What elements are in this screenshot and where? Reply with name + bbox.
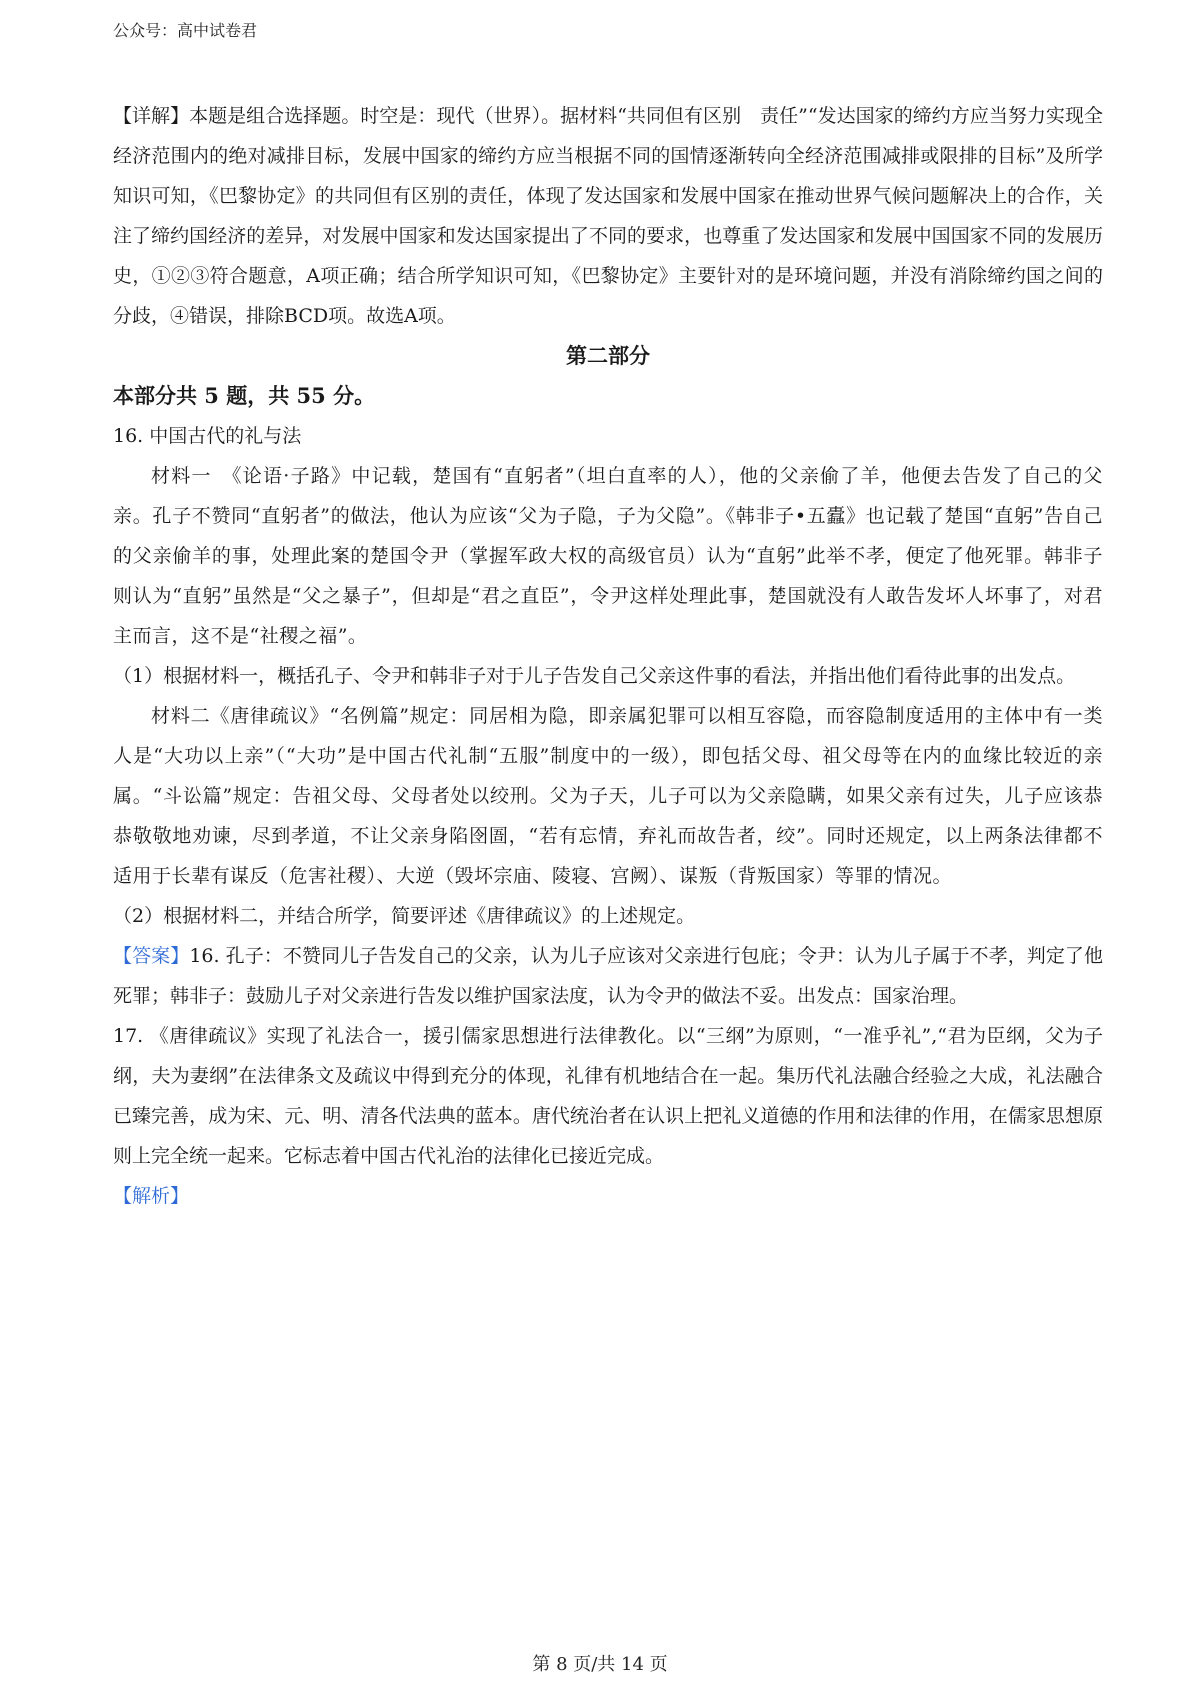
analysis-tag: 【解析】 — [113, 1185, 190, 1207]
question-16-title: 16. 中国古代的礼与法 — [113, 425, 302, 447]
question-16-2: （2）根据材料二，并结合所学，简要评述《唐律疏议》的上述规定。 — [113, 905, 696, 927]
detail-text: 本题是组合选择题。时空是：现代（世界）。据材料“共同但有区别 责任”“发达国家的缔约方应当努力实现全经济范围内的绝对减排目标，发展中国家的缔约方应当根据不同的国情逐渐转向全经济范围减排或限排的目标”及所学知识可知，《巴黎协定》的共同但有区别的责任，体现了发达国家和发展中国家在推动世界气候问题解决上的合作，关注了缔约国经济的差异，对发展中国家和发达国家提出了不同的要求，也尊重了发达国家和发展中国国家不同的发展历史，①②③符合题意，A项正确；结合所学知识可知，《巴黎协定》主要针对的是环境问题，并没有消除缔约国之间的分歧，④错误，排除BCD项。故选A项。 — [113, 105, 1103, 327]
answer-tag: 【答案】 — [113, 945, 190, 967]
analysis-line — [113, 1176, 1103, 1216]
section-title: 第二部分 — [566, 343, 650, 368]
detail-tag: 【详解】 — [113, 105, 190, 127]
page-header: 公众号：高中试卷君 — [113, 21, 258, 40]
answer-17: 17. 《唐律疏议》实现了礼法合一，援引儒家思想进行法律教化。以“三纲”为原则，“一准乎礼”,“君为臣纲，父为子纲，夫为妻纲”在法律条文及疏议中得到充分的体现，礼律有机地结合在一起。集历代礼法融合经验之大成，礼法融合已臻完善，成为宋、元、明、清各代法典的蓝本。唐代统治者在认识上把礼义道德的作用和法律的作用，在儒家思想原则上完全统一起来。它标志着中国古代礼治的法律化已接近完成。 — [113, 1025, 1103, 1167]
section-intro: 本部分共 5 题，共 55 分。 — [113, 383, 376, 408]
question-16-1: （1）根据材料一，概括孔子、令尹和韩非子对于儿子告发自己父亲这件事的看法，并指出他们看待此事的出发点。 — [113, 665, 1076, 687]
answer-16 — [113, 936, 1103, 1016]
detail-paragraph — [113, 96, 1103, 336]
material-one: 材料一 《论语·子路》中记载，楚国有“直躬者”（坦白直率的人），他的父亲偷了羊，他便去告发了自己的父亲。孔子不赞同“直躬者”的做法，他认为应该“父为子隐，子为父隐”。《韩非子•五蠹》也记载了楚国“直躬”告自己的父亲偷羊的事，处理此案的楚国令尹（掌握军政大权的高级官员）认为“直躬”此举不孝，便定了他死罪。韩非子则认为“直躬”虽然是“父之暴子”，但却是“君之直臣”，令尹这样处理此事，楚国就没有人敢告发坏人坏事了，对君主而言，这不是“社稷之福”。 — [113, 465, 1103, 647]
page-footer: 第 8 页/共 14 页 — [532, 1654, 668, 1675]
page-content — [113, 96, 1103, 1216]
material-two: 材料二《唐律疏议》“名例篇”规定：同居相为隐，即亲属犯罪可以相互容隐，而容隐制度适用的主体中有一类人是“大功以上亲”（“大功”是中国古代礼制“五服”制度中的一级），即包括父母、祖父母等在内的血缘比较近的亲属。“斗讼篇”规定：告祖父母、父母者处以绞刑。父为子天，儿子可以为父亲隐瞒，如果父亲有过失，儿子应该恭恭敬敬地劝谏，尽到孝道，不让父亲身陷囹圄，“若有忘情，弃礼而故告者，绞”。同时还规定，以上两条法律都不适用于长辈有谋反（危害社稷）、大逆（毁坏宗庙、陵寝、宫阙）、谋叛（背叛国家）等罪的情况。 — [113, 705, 1103, 887]
answer-16-text: 16. 孔子：不赞同儿子告发自己的父亲，认为儿子应该对父亲进行包庇；令尹：认为儿子属于不孝，判定了他死罪；韩非子：鼓励儿子对父亲进行告发以维护国家法度，认为令尹的做法不妥。出发点：国家治理。 — [113, 945, 1103, 1007]
